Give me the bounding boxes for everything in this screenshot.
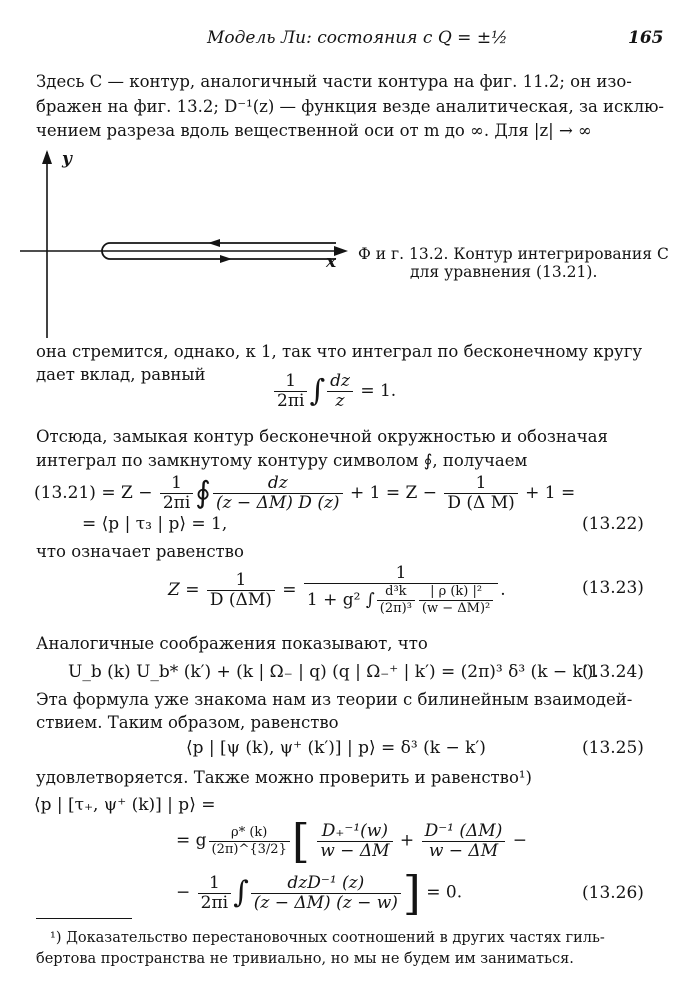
fraction-rho-over-2pi: $\frac{\rho* (k)}{(2\pi)\^{}\{3/2\}}$ <box>209 825 290 858</box>
fraction-rho-squared: $\frac{\text{| ρ (k) |²}}{\text{(w − ΔM)²}}$ <box>419 584 493 617</box>
equation-13-26-line1: ⟨p | [τ₊, ψ⁺ (k)] | p⟩ = <box>34 795 216 815</box>
figure-caption-line1: Ф и г. 13.2. Контур интегрирования C <box>358 245 669 263</box>
para7: удовлетворяется. Также можно проверить и равенство¹) <box>36 768 532 787</box>
fraction-1-over-2pii: $\frac{1}{2\pi i}$ <box>160 474 193 513</box>
fraction-dz-over-denominator: $\frac{dz}{(z - \Delta M) D (z)}$ <box>213 474 343 513</box>
footnote-line1: ¹) Доказательство перестановочных соотношений в других частях гиль- <box>50 930 605 946</box>
equation-13-26-line3: − $\frac{1}{2\pi i}$ ∫ $\frac{\text{dzD⁻¹ (z)}}{(z - \Delta M) (z - w)}$ ] = 0. <box>176 866 463 920</box>
fraction-Dplus-over-w: $\frac{\text{D₊⁻¹(w)}}{w - \Delta M}$ <box>317 822 392 861</box>
fraction-1-over-D: $\frac{1}{D (\Delta M)}$ <box>207 571 275 610</box>
equation-13-25: ⟨p | [ψ (k), ψ⁺ (k′)] | p⟩ = δ³ (k − k′) <box>186 738 486 758</box>
equation-13-22-line2: = ⟨p | τ₃ | p⟩ = 1, <box>82 514 228 534</box>
fraction-1-over-2pii: $\frac{1}{2\pi i}$ <box>274 372 307 411</box>
equation-number-13-23: (13.23) <box>582 578 644 598</box>
page-number: 165 <box>628 28 664 48</box>
equation-number-13-22: (13.22) <box>582 514 644 534</box>
equation-number-13-25: (13.25) <box>582 738 644 758</box>
y-axis-arrow <box>42 150 52 164</box>
para1-line2: бражен на фиг. 13.2; D⁻¹(z) — функция везде аналитическая, за исклю- <box>36 97 665 116</box>
para3-line1: Отсюда, замыкая контур бесконечной окружностью и обозначая <box>36 427 608 446</box>
contour-arrow-upper <box>208 239 220 247</box>
para1-line3: чением разреза вдоль вещественной оси от m до ∞. Для |z| → ∞ <box>36 121 592 140</box>
figure-caption-line2: для уравнения (13.21). <box>410 263 598 281</box>
contour-arrow-lower <box>220 255 232 263</box>
equation-13-23: Z = $\frac{1}{D (\Delta M)}$ = 1 1 + g² ∫ $\frac{\text{d³k}}{\text{(2π)³}}$ $\frac{\text{| ρ (k) |²}}{\text{(w − ΔM)²}}$ . <box>168 563 506 616</box>
para1-line1: Здесь C — контур, аналогичный части контура на фиг. 11.2; он изо- <box>36 72 632 91</box>
x-axis-label: x <box>326 252 337 272</box>
equation-circle: $\frac{1}{2\pi i}$ ∫ $\frac{dz}{z}$ = 1. <box>272 372 396 411</box>
para6-line1: Эта формула уже знакома нам из теории с билинейным взаимодей- <box>36 690 633 709</box>
equation-13-26-line2: = g $\frac{\rho* (k)}{(2\pi)\^{}\{3/2\}}$ [ $\frac{\text{D₊⁻¹(w)}}{w - \Delta M}$ + $\frac{\text{D⁻¹ (ΔM)}}{w - \Delta M}$ − <box>176 814 528 868</box>
fraction-1-over-D: $\frac{1}{\text{D (Δ M)}}$ <box>444 474 517 513</box>
fraction-1-over-2pii: $\frac{1}{2\pi i}$ <box>198 874 231 913</box>
para3-line2: интеграл по замкнутому контуру символом ∮, получаем <box>36 451 528 470</box>
para4: что означает равенство <box>36 542 244 561</box>
equation-number-13-26: (13.26) <box>582 883 644 903</box>
footnote-rule <box>36 918 132 919</box>
fraction-Dinv-over-w: $\frac{\text{D⁻¹ (ΔM)}}{w - \Delta M}$ <box>422 822 506 861</box>
fraction-big: 1 1 + g² ∫ $\frac{\text{d³k}}{\text{(2π)³}}$ $\frac{\text{| ρ (k) |²}}{\text{(w − ΔM)²}}$ <box>304 564 498 617</box>
para2-line1: она стремится, однако, к 1, так что интеграл по бесконечному кругу <box>36 342 643 361</box>
para6-line2: ствием. Таким образом, равенство <box>36 713 339 732</box>
fraction-dzD-over-denominator: $\frac{\text{dzD⁻¹ (z)}}{(z - \Delta M) (z - w)}$ <box>251 874 401 913</box>
equation-number-13-24: (13.24) <box>582 662 644 682</box>
para2-line2: дает вклад, равный <box>36 365 206 384</box>
y-axis-label: y <box>62 149 72 169</box>
fraction-d3k: $\frac{\text{d³k}}{\text{(2π)³}}$ <box>377 584 415 617</box>
fraction-dz-over-z: $\frac{dz}{z}$ <box>327 372 353 411</box>
contour-figure <box>20 150 350 340</box>
equation-13-24: U_b (k) U_b* (k′) + (k | Ω₋ | q) (q | Ω₋⁺ | k′) = (2π)³ δ³ (k − k′). <box>68 662 599 682</box>
para5: Аналогичные соображения показывают, что <box>36 634 428 653</box>
footnote-line2: бертова пространства не тривиально, но мы не будем им заниматься. <box>36 951 574 967</box>
equation-13-21-line1: (13.21) = Z − $\frac{1}{2\pi i}$ ∮ $\frac{dz}{(z - \Delta M) D (z)}$ + 1 = Z − $\frac{1}{\text{D (Δ M)}}$ + 1 = <box>34 473 576 513</box>
running-title: Модель Ли: состояния с Q = ±½ <box>207 28 508 48</box>
